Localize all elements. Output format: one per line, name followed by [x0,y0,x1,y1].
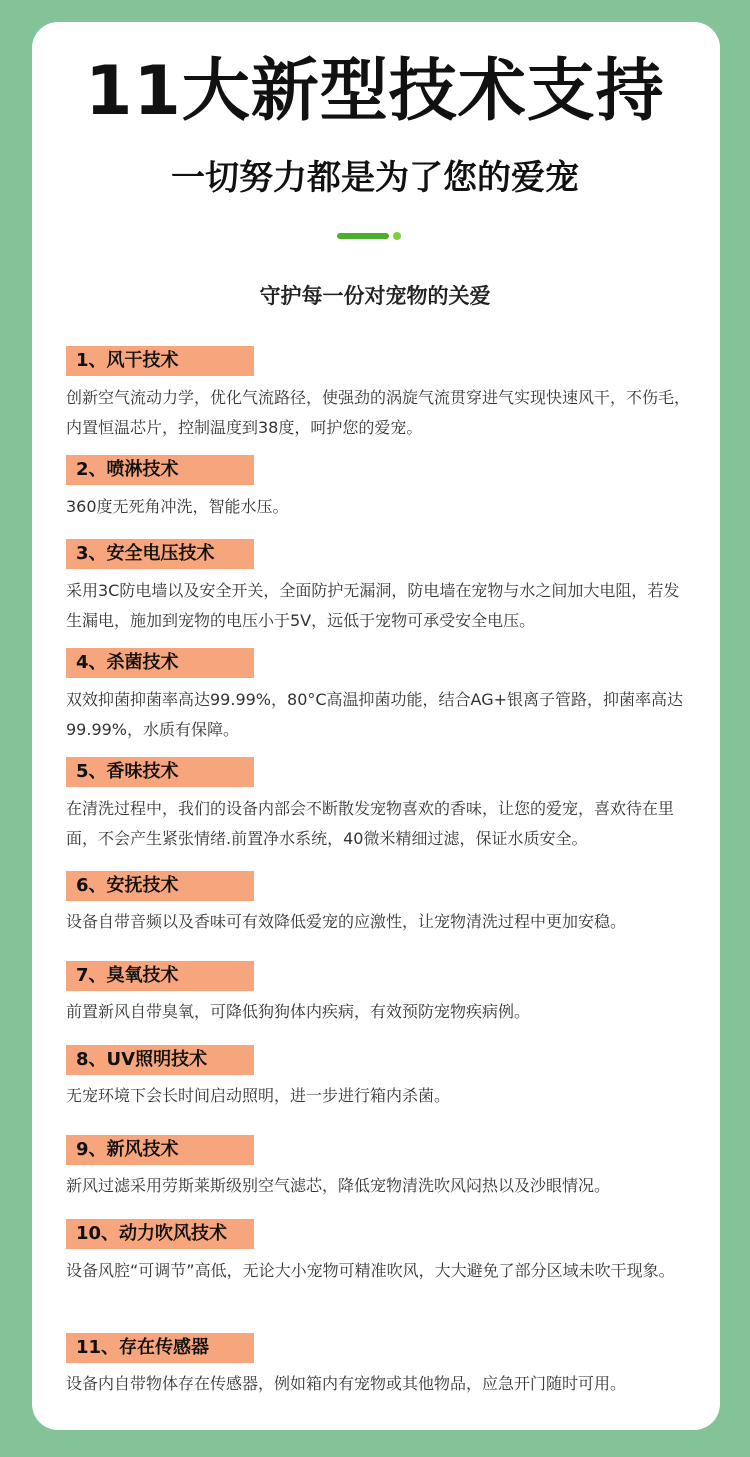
tech-item-label: 8、UV照明技术 [66,1045,254,1075]
page-subtitle: 一切努力都是为了您的爱宠 [171,158,579,198]
tech-item-label: 1、风干技术 [66,346,254,376]
section-heading: 守护每一份对宠物的关爱 [259,284,491,308]
divider-bar [337,233,389,239]
tech-item-desc: 在清洗过程中，我们的设备内部会不断散发宠物喜欢的香味，让您的爱宠，喜欢待在里面，不会产生紧张情绪.前置净水系统，40微米精细过滤，保证水质安全。 [66,799,675,848]
tech-item-label: 3、安全电压技术 [66,539,254,569]
tech-item-label: 11、存在传感器 [66,1333,254,1363]
tech-item-label: 9、新风技术 [66,1135,254,1165]
divider-dot [393,232,401,240]
tech-item-label: 5、香味技术 [66,757,254,787]
title-divider [337,232,401,240]
tech-item-label: 4、杀菌技术 [66,648,254,678]
tech-item-desc: 前置新风自带臭氧，可降低狗狗体内疾病，有效预防宠物疾病例。 [66,1002,531,1021]
tech-item-desc: 双效抑菌抑菌率高达99.99%，80°C高温抑菌功能，结合AG+银离子管路，抑菌率高达99.99%，水质有保障。 [66,690,684,739]
tech-item-desc: 采用3C防电墙以及安全开关，全面防护无漏洞，防电墙在宠物与水之间加大电阻，若发生漏电，施加到宠物的电压小于5V，远低于宠物可承受安全电压。 [66,581,680,630]
tech-item-desc: 设备内自带物体存在传感器，例如箱内有宠物或其他物品，应急开门随时可用。 [66,1374,627,1393]
tech-item-label: 2、喷淋技术 [66,455,254,485]
tech-item-desc: 创新空气流动力学，优化气流路径，使强劲的涡旋气流贯穿进气实现快速风干，不伤毛，内置恒温芯片，控制温度到38度，呵护您的爱宠。 [66,388,691,437]
page-title: 11大新型技术支持 [85,52,665,131]
tech-item-desc: 360度无死角冲洗，智能水压。 [66,497,289,516]
tech-item-desc: 无宠环境下会长时间启动照明，进一步进行箱内杀菌。 [66,1086,451,1105]
tech-item-label: 7、臭氧技术 [66,961,254,991]
tech-item-label: 10、动力吹风技术 [66,1219,254,1249]
tech-item-desc: 设备自带音频以及香味可有效降低爱宠的应激性，让宠物清洗过程中更加安稳。 [66,912,627,931]
tech-item-desc: 新风过滤采用劳斯莱斯级别空气滤芯，降低宠物清洗吹风闷热以及沙眼情况。 [66,1176,611,1195]
tech-item-label: 6、安抚技术 [66,871,254,901]
tech-item-desc: 设备风腔“可调节”高低，无论大小宠物可精准吹风，大大避免了部分区域未吹干现象。 [66,1261,675,1280]
